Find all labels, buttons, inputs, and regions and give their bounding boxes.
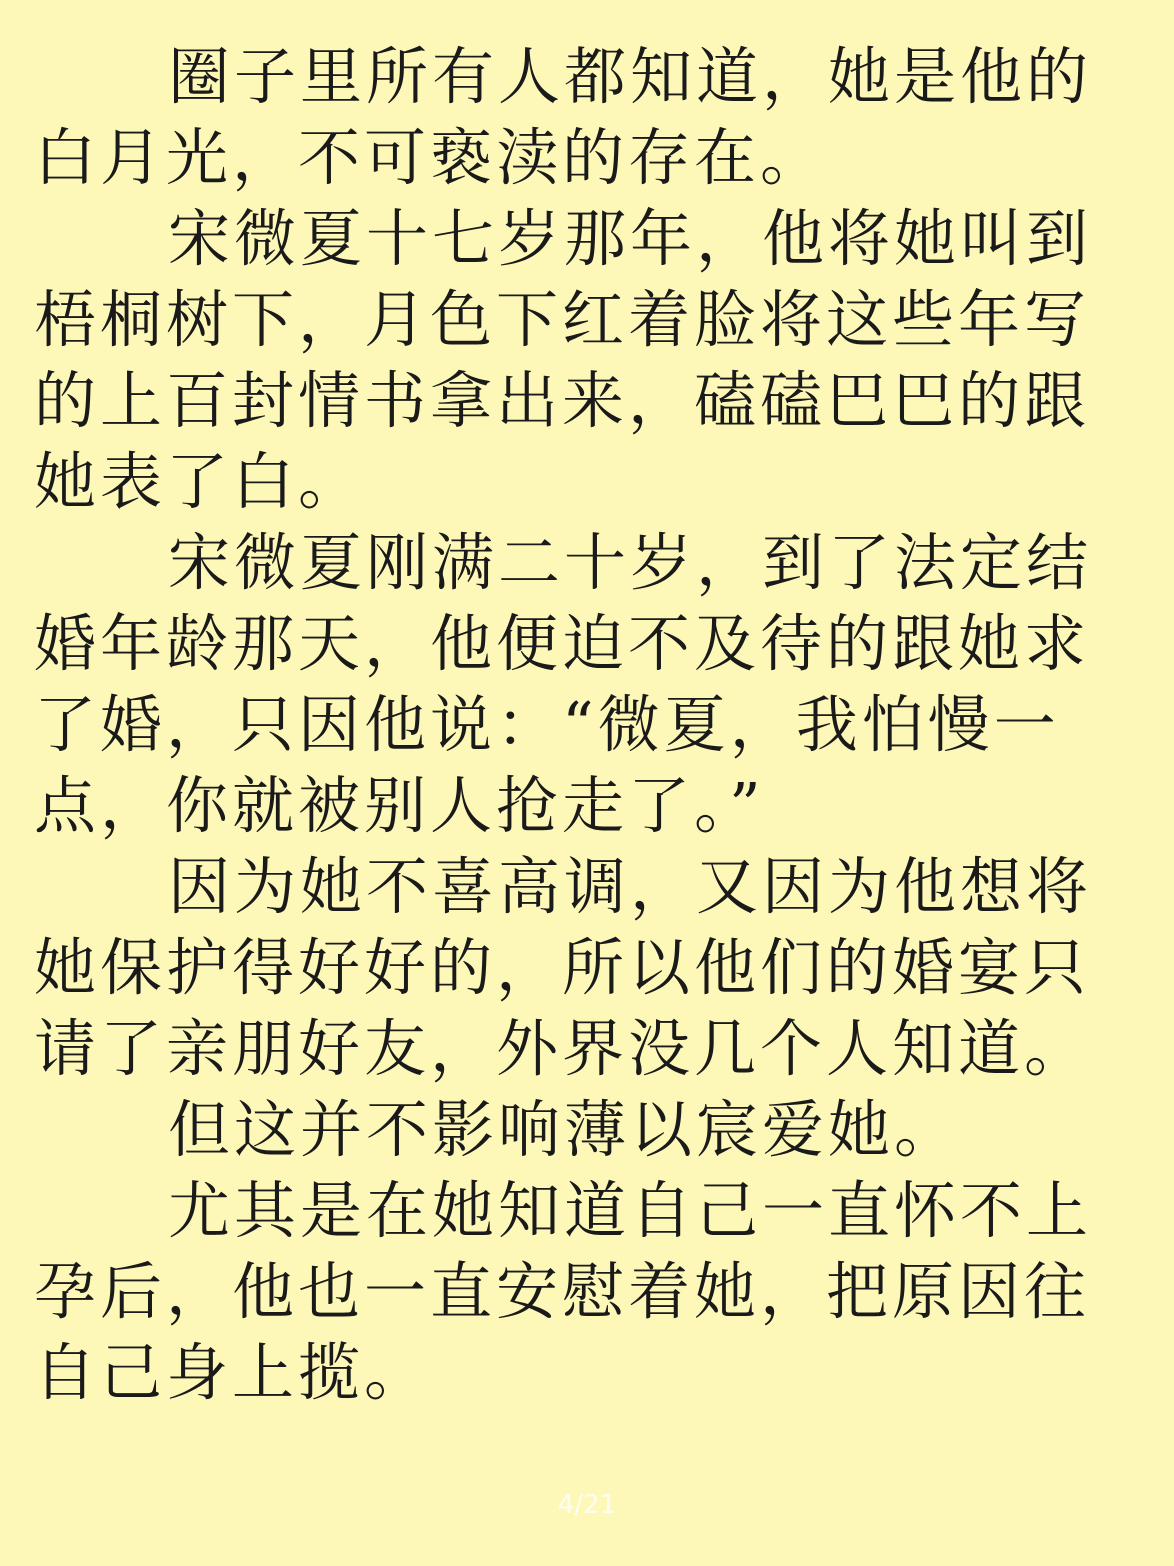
paragraph-1: 圈子里所有人都知道，她是他的白月光，不可亵渎的存在。 xyxy=(34,40,1093,194)
reader-text-body xyxy=(34,36,1094,1413)
page-indicator: 4/21 xyxy=(557,1490,617,1520)
paragraph-4: 因为她不喜高调，又因为他想将她保护得好好的，所以他们的婚宴只请了亲朋好友，外界没几个人知道。 xyxy=(34,850,1093,1085)
paragraph-3: 宋微夏刚满二十岁，到了法定结婚年龄那天，他便迫不及待的跟她求了婚，只因他说：“微夏，我怕慢一点，你就被别人抢走了。” xyxy=(34,526,1093,842)
paragraph-5: 但这并不影响薄以宸爱她。 xyxy=(168,1093,961,1166)
paragraph-6: 尤其是在她知道自己一直怀不上孕后，他也一直安慰着她，把原因往自己身上揽。 xyxy=(34,1174,1093,1409)
paragraph-2: 宋微夏十七岁那年，他将她叫到梧桐树下，月色下红着脸将这些年写的上百封情书拿出来，磕磕巴巴的跟她表了白。 xyxy=(34,202,1093,518)
